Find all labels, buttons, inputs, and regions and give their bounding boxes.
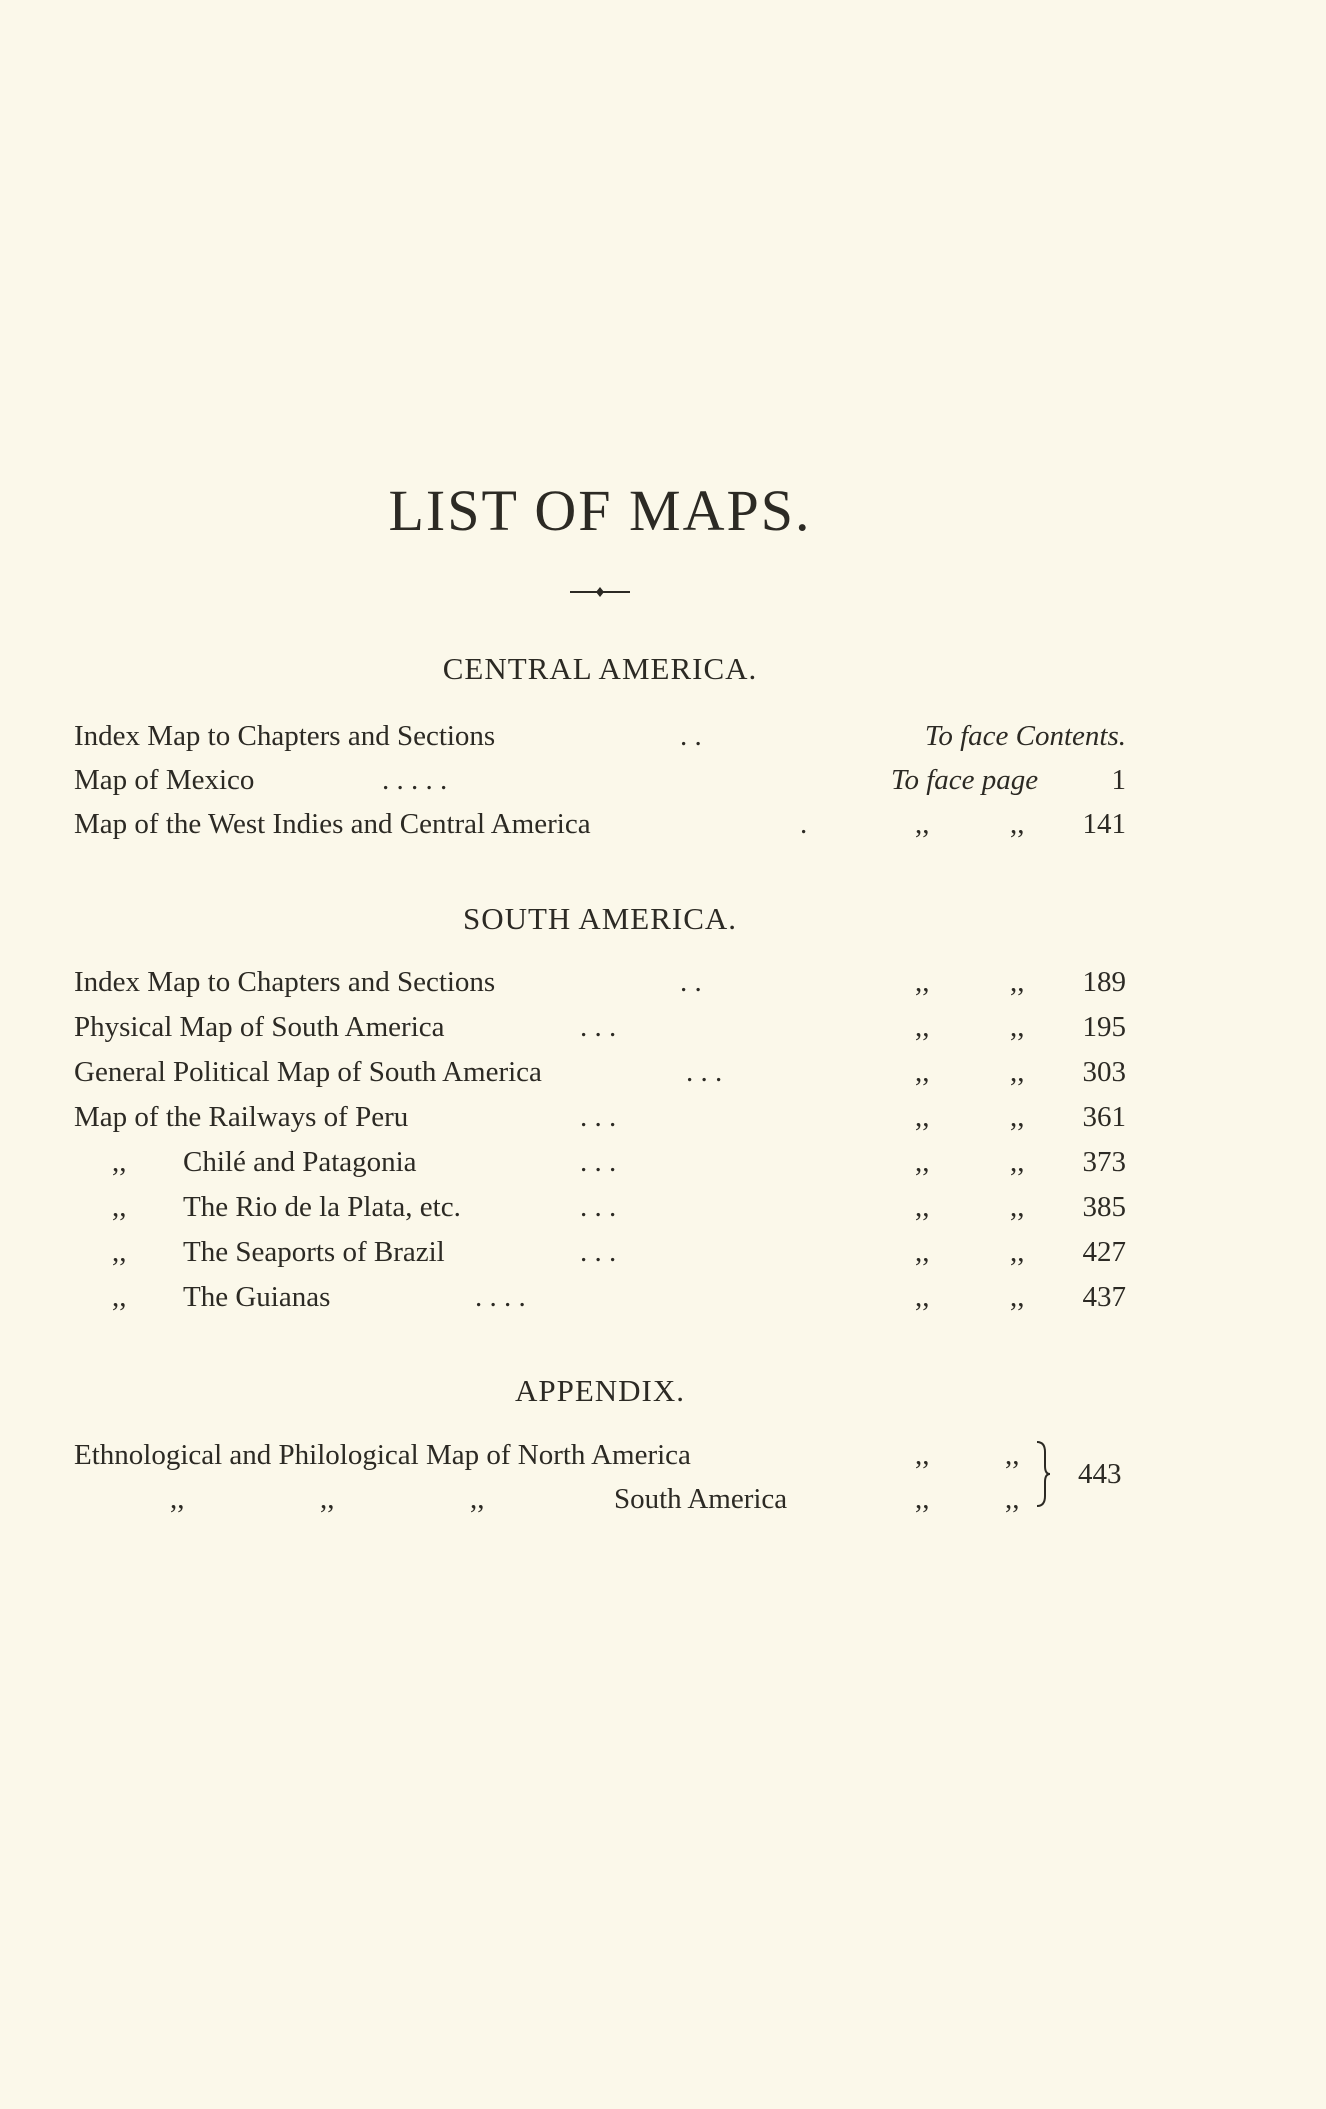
map-title: The Rio de la Plata, etc. — [183, 1191, 461, 1223]
ditto-mark: ,, — [915, 1236, 930, 1268]
ditto-mark: ,, — [915, 1483, 930, 1515]
leader-dots: . . . — [580, 1011, 617, 1043]
list-item — [0, 722, 1326, 762]
ditto-mark: ,, — [1010, 1011, 1025, 1043]
page-number: 189 — [1082, 966, 1126, 998]
list-item — [0, 1103, 1326, 1143]
section-heading-central-america: CENTRAL AMERICA. — [442, 651, 758, 686]
leader-dots: . . . . . — [382, 764, 448, 796]
map-title: General Political Map of South America — [74, 1056, 542, 1088]
page-number: 385 — [1082, 1191, 1126, 1223]
rule-with-diamond-ornament-icon — [570, 582, 630, 602]
leader-dots: . . . — [580, 1146, 617, 1178]
ditto-mark: ,, — [915, 1191, 930, 1223]
page-number: 361 — [1082, 1101, 1126, 1133]
map-title: Ethnological and Philological Map of North America — [74, 1439, 691, 1471]
ditto-mark: ,, — [1010, 1191, 1025, 1223]
map-title: Map of the West Indies and Central America — [74, 808, 591, 840]
page-number: 141 — [1082, 808, 1126, 840]
page-title: LIST OF MAPS. — [388, 478, 812, 543]
list-item — [0, 1193, 1326, 1233]
list-item — [0, 1148, 1326, 1188]
section-heading-appendix: APPENDIX. — [514, 1373, 686, 1408]
ditto-mark: ,, — [915, 966, 930, 998]
list-item — [0, 1058, 1326, 1098]
map-title: Index Map to Chapters and Sections — [74, 720, 496, 752]
page-number: 437 — [1082, 1281, 1126, 1313]
list-item — [0, 1485, 1326, 1525]
ditto-mark: ,, — [915, 1056, 930, 1088]
list-item — [0, 1283, 1326, 1323]
list-item — [0, 1441, 1326, 1481]
ditto-mark: ,, — [915, 1281, 930, 1313]
ditto-mark: ,, — [470, 1483, 485, 1515]
map-title: The Seaports of Brazil — [183, 1236, 445, 1268]
placement-note: To face Contents. — [924, 720, 1126, 752]
page-number: 303 — [1082, 1056, 1126, 1088]
page-number: 427 — [1082, 1236, 1126, 1268]
ditto-mark: ,, — [915, 808, 930, 840]
ditto-mark: ,, — [915, 1146, 930, 1178]
placement-note: To face page — [891, 764, 1039, 796]
leader-dots: . . . . — [475, 1281, 526, 1313]
ditto-mark: ,, — [1005, 1483, 1020, 1515]
leader-dots: . . . — [580, 1191, 617, 1223]
leader-dots: . — [800, 808, 808, 840]
list-item — [0, 1013, 1326, 1053]
map-title: Chilé and Patagonia — [183, 1146, 417, 1178]
ditto-mark: ,, — [1010, 1236, 1025, 1268]
leader-dots: . . — [680, 966, 702, 998]
ditto-mark: ,, — [112, 1146, 127, 1178]
ditto-mark: ,, — [112, 1281, 127, 1313]
ditto-mark: ,, — [1010, 1056, 1025, 1088]
map-title: South America — [614, 1483, 788, 1515]
ditto-mark: ,, — [170, 1483, 185, 1515]
right-brace-icon — [1035, 1440, 1051, 1508]
ditto-mark: ,, — [1010, 966, 1025, 998]
map-title: Map of the Railways of Peru — [74, 1101, 409, 1133]
leader-dots: . . . — [686, 1056, 723, 1088]
map-title: The Guianas — [183, 1281, 331, 1313]
leader-dots: . . . — [580, 1101, 617, 1133]
page-number: 1 — [1111, 764, 1126, 796]
ditto-mark: ,, — [1010, 1101, 1025, 1133]
ditto-mark: ,, — [1010, 808, 1025, 840]
page-number: 373 — [1082, 1146, 1126, 1178]
ditto-mark: ,, — [1005, 1439, 1020, 1471]
page-number: 443 — [1078, 1458, 1122, 1490]
list-item — [0, 1238, 1326, 1278]
ditto-mark: ,, — [112, 1236, 127, 1268]
leader-dots: . . . — [580, 1236, 617, 1268]
ditto-mark: ,, — [320, 1483, 335, 1515]
ditto-mark: ,, — [1010, 1146, 1025, 1178]
ditto-mark: ,, — [915, 1101, 930, 1133]
leader-dots: . . — [680, 720, 702, 752]
map-title: Map of Mexico — [74, 764, 255, 796]
page-number: 195 — [1082, 1011, 1126, 1043]
list-item — [0, 766, 1326, 806]
ditto-mark: ,, — [112, 1191, 127, 1223]
section-heading-south-america: SOUTH AMERICA. — [462, 901, 738, 936]
ditto-mark: ,, — [915, 1439, 930, 1471]
ditto-mark: ,, — [1010, 1281, 1025, 1313]
list-item — [0, 810, 1326, 850]
map-title: Index Map to Chapters and Sections — [74, 966, 496, 998]
ditto-mark: ,, — [915, 1011, 930, 1043]
map-title: Physical Map of South America — [74, 1011, 445, 1043]
list-item — [0, 968, 1326, 1008]
